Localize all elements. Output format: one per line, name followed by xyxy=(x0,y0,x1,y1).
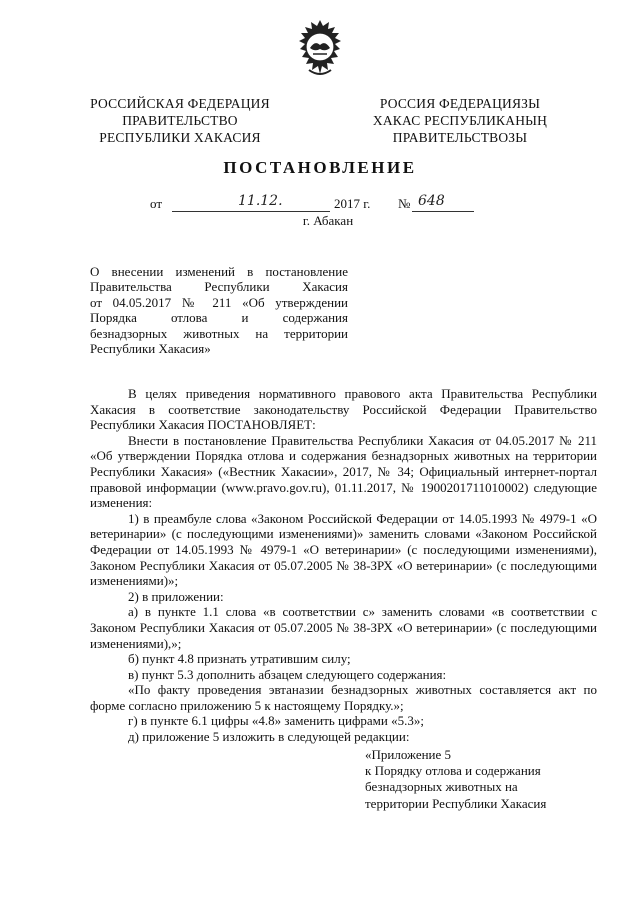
appendix-line: территории Республики Хакасия xyxy=(365,795,547,811)
appendix-line: к Порядку отлова и содержания xyxy=(365,763,541,779)
amendment-subitem: в) пункт 5.3 дополнить абзацем следующего содержания: xyxy=(128,666,447,682)
amendment-subitem: б) пункт 4.8 признать утратившим силу; xyxy=(128,651,351,667)
appendix-heading xyxy=(365,747,597,813)
amendment-subitem: г) в пункте 6.1 цифры «4.8» заменить цифрами «5.3»; xyxy=(128,713,424,729)
handwritten-date: 11.12. xyxy=(238,193,283,209)
header-right-line: ХАКАС РЕСПУБЛИКАНЫҢ xyxy=(372,113,548,128)
appendix-line: «Приложение 5 xyxy=(365,746,452,762)
header-right-line: РОССИЯ ФЕДЕРАЦИЯЗЫ xyxy=(379,96,541,111)
amendment-subitem: д) приложение 5 изложить в следующей редакции: xyxy=(128,729,410,745)
preamble-paragraph: В целях приведения нормативного правового акта Правительства Республики Хакасия в соответствие законодательству Российской Федерации Правительство Республики Хакасия ПОСТАНОВЛЯЕТ: xyxy=(90,386,597,433)
subject-line: безнадзорных животных на территории xyxy=(90,325,348,341)
subject-line: Правительства Республики Хакасия xyxy=(90,279,348,295)
from-label: от xyxy=(150,196,163,211)
header-left-line: РОССИЙСКАЯ ФЕДЕРАЦИЯ xyxy=(90,96,270,111)
document-subject xyxy=(90,264,348,356)
header-left-line: РЕСПУБЛИКИ ХАКАСИЯ xyxy=(99,130,261,145)
coat-of-arms-emblem xyxy=(295,18,345,80)
city-label: г. Абакан xyxy=(302,213,354,228)
number-label: № xyxy=(398,196,411,211)
subject-line: О внесении изменений в постановление xyxy=(90,264,348,279)
header-left xyxy=(80,95,280,146)
year-label: 2017 г. xyxy=(334,196,371,211)
subject-line: Республики Хакасия» xyxy=(90,341,211,357)
header-right xyxy=(360,95,560,146)
amendment-subitem: а) в пункте 1.1 слова «в соответствии с» заменить словами «в соответствии с Законом Республики Хакасия от 05.07.2005 № 38-ЗРХ «О ветеринарии» (с последующими изменениями),»; xyxy=(90,604,597,651)
body-paragraph: Внести в постановление Правительства Республики Хакасия от 04.05.2017 № 211 «Об утверждении Порядка отлова и содержания безнадзорных животных на территории Республики Хакасия» («Вестник Хакасии», 2017, № 34; Официальный интернет-портал правовой информации (www.pravo.gov.ru), 01.11.2017, № 1900201711010002) следующие изменения: xyxy=(90,432,597,511)
appendix-line: безнадзорных животных на xyxy=(365,779,518,795)
header-left-line: ПРАВИТЕЛЬСТВО xyxy=(122,113,238,128)
header-right-line: ПРАВИТЕЛЬСТВОЗЫ xyxy=(392,130,528,145)
handwritten-number: 648 xyxy=(418,193,445,209)
amendment-item: 1) в преамбуле слова «Законом Российской Федерации от 14.05.1993 № 4979-1 «О ветеринарии» (с последующими изменениями)» заменить словами «Законом Российской Федерации от 14.05.1993 № 4979-1 «О ветеринарии» (с последующими изменениями), Законом Республики Хакасия от 05.07.2005 № 38-ЗРХ «О ветеринарии» (с последующими изменениями)»; xyxy=(90,510,597,589)
document-body xyxy=(90,386,597,812)
document-title: ПОСТАНОВЛЕНИЕ xyxy=(223,158,417,177)
quoted-text: «По факту проведения эвтаназии безнадзорных животных составляется акт по форме согласно приложению 5 к настоящему Порядку.»; xyxy=(90,682,597,713)
subject-line: Порядка отлова и содержания xyxy=(90,310,348,326)
subject-line: от 04.05.2017 № 211 «Об утверждении xyxy=(90,294,348,310)
amendment-item: 2) в приложении: xyxy=(128,588,224,604)
